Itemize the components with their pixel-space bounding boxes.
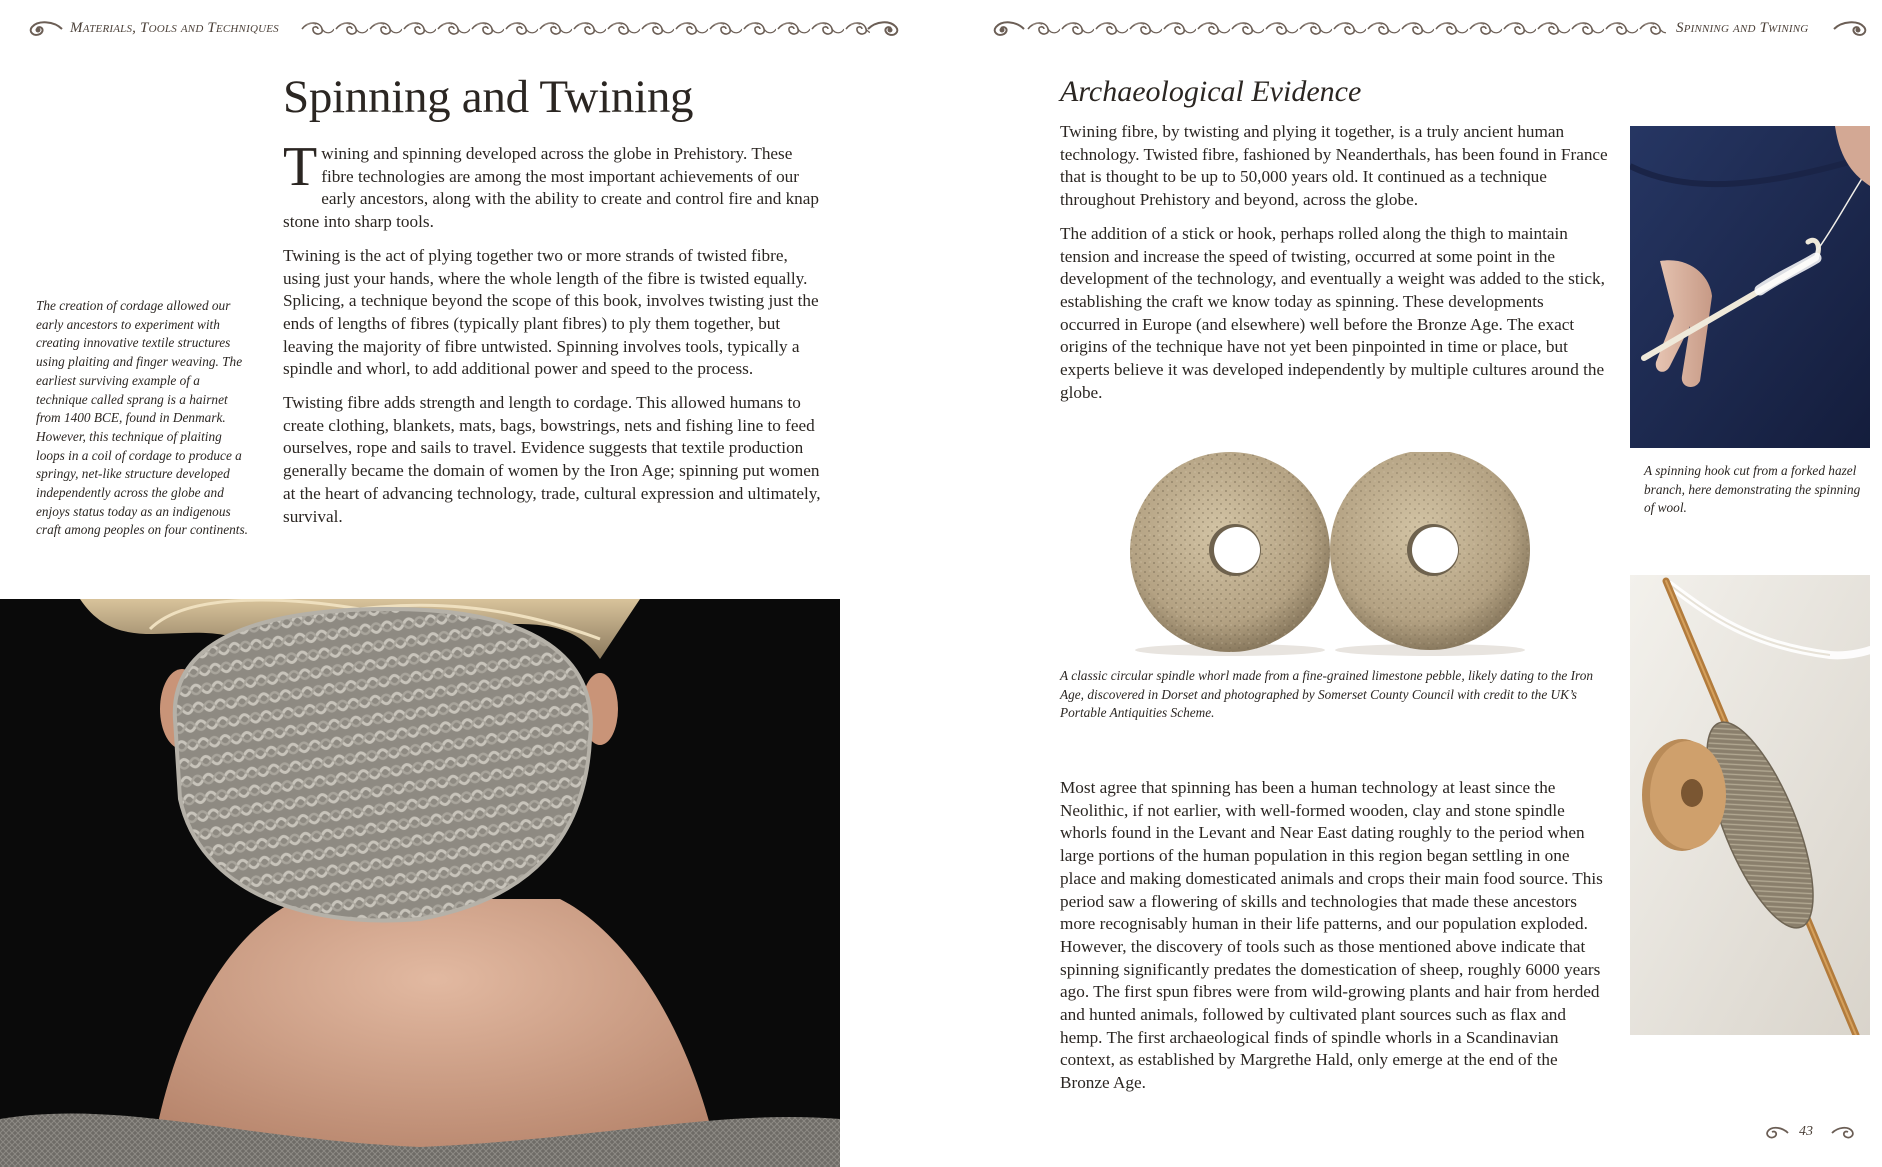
twining-paragraph: Twining is the act of plying together two or more strands of twisted fibre, using just your hands, where the whole length of the fibre is twisted equally. Splicing, a technique beyond the scope of this book, involves twisting just the ends of lengths of fibres (typically plant fibres) to ply them together, but leaving the majority of fibre untwisted. Spinning involves tools, typically a spindle and whorl, to add additional power and speed to the process.: [283, 245, 819, 379]
right-running-head: Spinning and Twining: [1670, 20, 1814, 37]
spindle-photo: [1630, 575, 1870, 1035]
left-header-ornament-rule: [300, 19, 870, 39]
page-number: 43: [1799, 1124, 1813, 1139]
ancient-twining-paragraph: Twining fibre, by twisting and plying it together, is a truly ancient human technology. Twisted fibre, fashioned by Neanderthals, has been found in France that is thought to be up to 50,000 years old. It continued as a technique throughout Prehistory and beyond, across the globe.: [1060, 122, 1608, 210]
spinning-hook-photo: [1630, 126, 1870, 448]
sprang-caption: The creation of cordage allowed our early ancestors to experiment with creating innovative textile structures using plaiting and finger weaving. The earliest surviving example of a technique called sprang is a hairnet from 1400 BCE, found in Denmark. However, this technique of plaiting loops in a coil of cordage to produce a springy, net-like structure developed independently across the globe and enjoys status today as an indigenous craft among peoples on four continents.: [36, 298, 248, 538]
neolithic-paragraph: Most agree that spinning has been a human technology at least since the Neolithic, if not earlier, with well-formed wooden, clay and stone spindle whorls found in the Levant and Near East dating roughly to the period when large portions of the human population in this region began settling in one place and making domesticated animals and crops their main food source. This period saw a flowering of skills and technologies that made these ancestors more recognisably human in their life patterns, and our population exploded. However, the discovery of tools such as those mentioned above indicate that spinning significantly predates the domestication of sheep, roughly 6000 years ago. The first spun fibres were from wild-growing plants and hair from herded and hunted animals, followed by cultivated plant sources such as flax and hemp. The first archaeological finds of spindle whorls in a Scandinavian context, as established by Margrethe Hald, only emerge at the end of the Bronze Age.: [1060, 778, 1603, 1093]
right-body-text-bottom: [1060, 777, 1608, 1106]
footer-right-ornament-icon: [1830, 1125, 1856, 1146]
left-running-head: Materials, Tools and Techniques: [64, 20, 285, 37]
drop-cap: T: [283, 136, 318, 198]
right-body-text-top: [1060, 121, 1608, 415]
whorl-caption: A classic circular spindle whorl made from a fine-grained limestone pebble, likely dating to the Iron Age, discovered in Dorset and photographed by Somerset County Council with credit to the UK’s Portable Antiquities Scheme.: [1060, 668, 1594, 721]
right-header-ornament-rule: [1026, 19, 1666, 39]
left-header-end-icon: [26, 19, 64, 44]
hook-caption: A spinning hook cut from a forked hazel branch, here demonstrating the spinning of wool.: [1644, 463, 1861, 516]
right-header-end-icon: [990, 19, 1026, 44]
left-body-text: [283, 136, 828, 539]
stick-hook-paragraph: The addition of a stick or hook, perhaps rolled along the thigh to maintain tension and increase the speed of twisting, occurred at some point in the development of the technology, and eventually a weight was added to the stick, establishing the craft we know today as spinning. These developments occurred in Europe (and elsewhere) well before the Bronze Age. The exact origins of the technique have not yet been pinpointed in time or place, but experts believe it was developed independently by multiple cultures around the globe.: [1060, 223, 1605, 402]
intro-paragraph: Twining and spinning developed across the globe in Prehistory. These fibre technologies are among the most important achievements of our early ancestors, along with the ability to create and control fire and knap stone into sharp tools.: [283, 136, 819, 232]
left-header-end-icon-2: [866, 19, 902, 44]
section-subtitle: Archaeological Evidence: [1060, 75, 1362, 108]
page-title: Spinning and Twining: [283, 71, 694, 123]
twisting-paragraph: Twisting fibre adds strength and length to cordage. This allowed humans to create clothing, blankets, mats, bags, bowstrings, nets and fishing line to feed ourselves, rope and sails to travel. Evidence suggests that textile production generally became the domain of women by the Iron Age; spinning put women at the heart of advancing technology, trade, cultural expression and ultimately, survival.: [283, 393, 821, 526]
footer-left-ornament-icon: [1764, 1125, 1790, 1146]
hairnet-photo: [0, 599, 840, 1167]
spindle-whorls-photo: [1125, 452, 1545, 658]
right-header-end-icon-2: [1832, 19, 1870, 44]
